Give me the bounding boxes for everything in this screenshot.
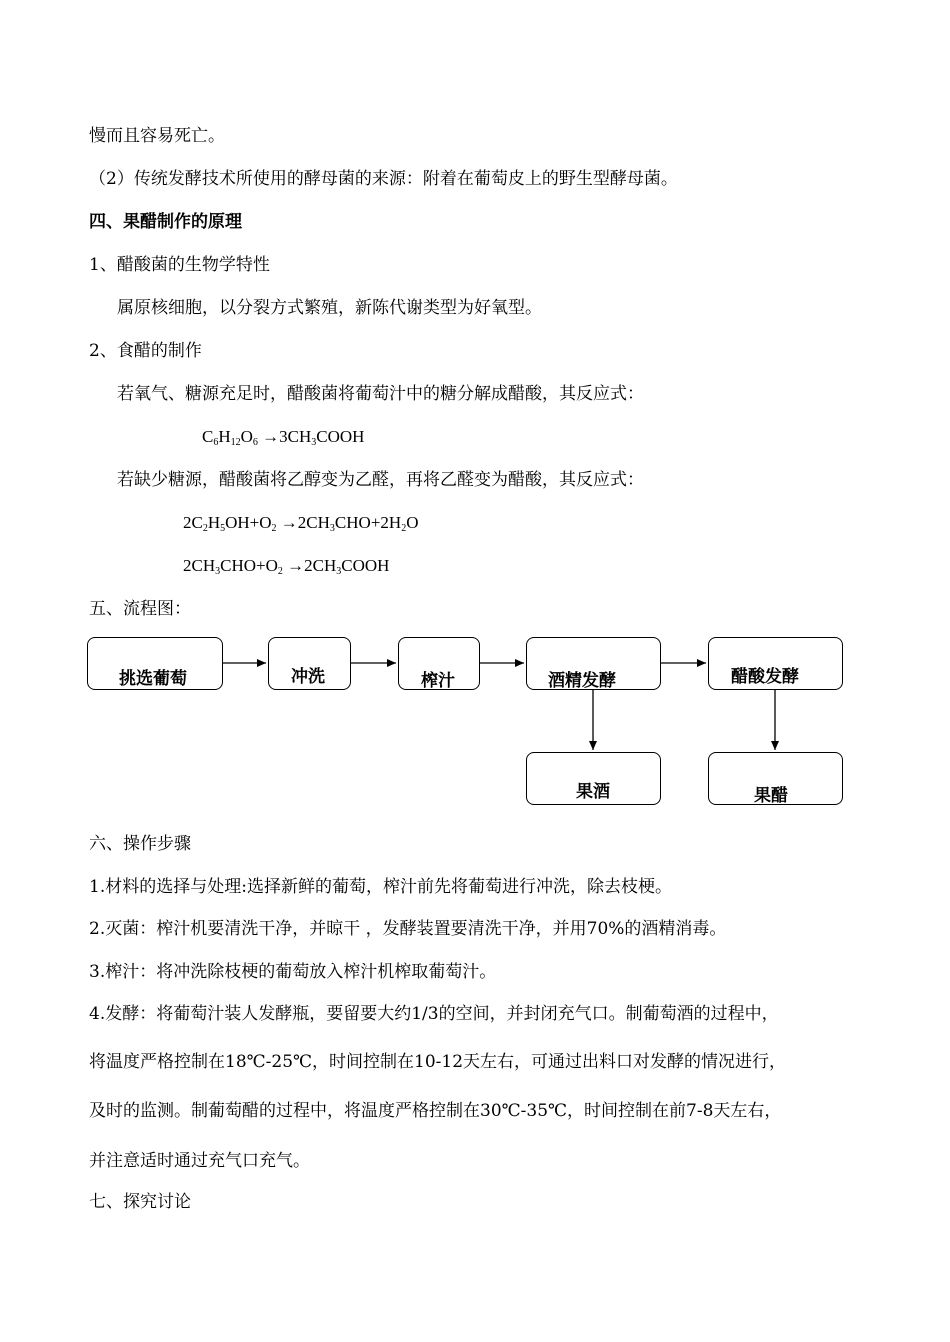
equation-3: $2CH_3CHO+O_2$ $\to 2CH_3COOH$	[183, 556, 390, 577]
subheading-2: 2、食醋的制作	[89, 341, 202, 361]
step-4-line-1: 4.发酵：将葡萄汁装人发酵瓶，要留要大约1/3的空间，并封闭充气口。制葡萄酒的过程中，	[89, 1004, 779, 1024]
section-heading-5: 五、流程图：	[89, 599, 191, 619]
flow-step-select-grapes	[87, 637, 223, 690]
equation-2: $2C_2H_5OH+O_2 \to 2CH_3CHO+2H_2O$	[183, 513, 419, 534]
section-heading-4: 四、果醋制作的原理	[89, 212, 242, 232]
flow-step-label: 冲洗	[291, 667, 325, 687]
flow-step-label: 醋酸发酵	[731, 667, 799, 687]
flow-step-label: 酒精发酵	[548, 671, 616, 691]
flow-step-juice	[398, 637, 480, 690]
flow-result-vinegar	[708, 752, 843, 805]
flow-step-acetic-fermentation	[708, 637, 843, 690]
step-4-line-2: 将温度严格控制在18℃-25℃，时间控制在10-12天左右，可通过出料口对发酵的情况进行，	[89, 1052, 787, 1072]
flow-step-label: 挑选葡萄	[119, 669, 187, 689]
flow-result-wine	[526, 752, 661, 805]
text-line-2: （2）传统发酵技术所使用的酵母菌的来源：附着在葡萄皮上的野生型酵母菌。	[89, 169, 678, 189]
paragraph-3: 若缺少糖源，醋酸菌将乙醇变为乙醛，再将乙醛变为醋酸，其反应式：	[117, 470, 644, 490]
flow-step-label: 榨汁	[421, 671, 455, 691]
flow-step-label: 果醋	[754, 786, 788, 806]
paragraph-2: 若氧气、糖源充足时，醋酸菌将葡萄汁中的糖分解成醋酸，其反应式：	[117, 384, 644, 404]
step-3: 3.榨汁：将冲洗除枝梗的葡萄放入榨汁机榨取葡萄汁。	[89, 962, 497, 982]
step-1: 1.材料的选择与处理:选择新鲜的葡萄，榨汁前先将葡萄进行冲洗，除去枝梗。	[89, 877, 672, 897]
text-line-1: 慢而且容易死亡。	[89, 126, 225, 146]
flow-step-alcohol-fermentation	[526, 637, 661, 690]
step-4-line-3: 及时的监测。制葡萄醋的过程中，将温度严格控制在30℃-35℃，时间控制在前7-8天左右，	[89, 1101, 782, 1121]
step-4-line-4: 并注意适时通过充气口充气。	[89, 1151, 310, 1171]
flow-step-wash	[268, 637, 351, 690]
flow-step-label: 果酒	[576, 782, 610, 802]
section-heading-7: 七、探究讨论	[89, 1192, 191, 1212]
step-2: 2.灭菌：榨汁机要清洗干净，并晾干 ，发酵装置要清洗干净，并用70%的酒精消毒。	[89, 919, 727, 939]
section-heading-6: 六、操作步骤	[89, 834, 191, 854]
paragraph-1: 属原核细胞，以分裂方式繁殖，新陈代谢类型为好氧型。	[117, 298, 542, 318]
equation-1: $C_6H_{12}O_6$ $\to 3CH_3COOH$	[202, 427, 365, 448]
subheading-1: 1、醋酸菌的生物学特性	[89, 255, 270, 275]
